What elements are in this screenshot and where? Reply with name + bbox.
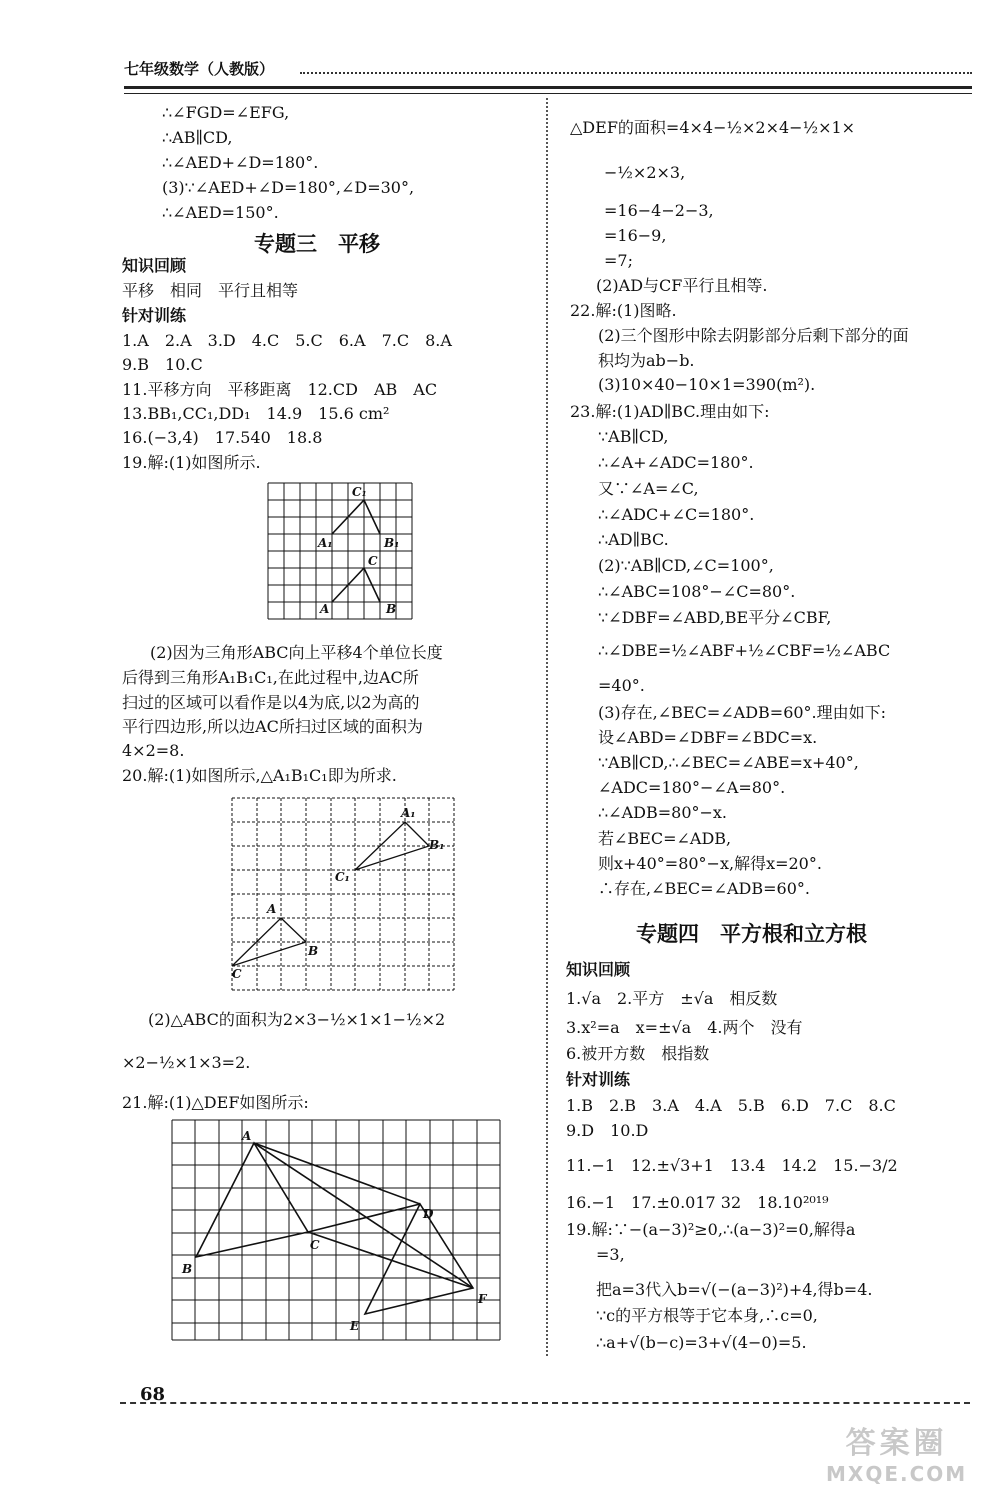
answer-line: 13.BB₁,CC₁,DD₁ 14.9 15.6 cm²	[122, 404, 390, 423]
text-line: ∴AB∥CD,	[162, 128, 233, 147]
text-line: 4×2=8.	[122, 741, 185, 760]
text-line: ∴∠ADC+∠C=180°.	[598, 505, 755, 524]
answer-line: 3.x²=a x=±√a 4.两个 没有	[566, 1018, 803, 1037]
text-line: ∴∠ABC=108°−∠C=80°.	[598, 582, 796, 601]
header-rule	[124, 86, 972, 89]
fig21-label: E	[350, 1319, 360, 1333]
fig19-label: A	[320, 602, 330, 616]
page-number: 68	[140, 1384, 166, 1405]
text-line: ∠ADC=180°−∠A=80°.	[598, 778, 786, 797]
text-line: ×2−½×1×3=2.	[122, 1053, 251, 1072]
subsection-title: 知识回顾	[122, 256, 187, 275]
text-line: 设∠ABD=∠DBF=∠BDC=x.	[598, 728, 818, 747]
text-line: (2)∵AB∥CD,∠C=100°,	[598, 556, 774, 575]
question-line: 22.解:(1)图略.	[570, 301, 677, 320]
text-line: (2)三个图形中除去阴影部分后剩下部分的面	[598, 326, 909, 345]
subsection-title: 针对训练	[122, 306, 187, 325]
answer-line: 平移 相同 平行且相等	[122, 281, 299, 300]
fig19-label: C₁	[352, 485, 367, 499]
header-dotted-rule	[300, 72, 972, 74]
text-line: =7;	[604, 251, 633, 270]
question-line: 19.解:∵−(a−3)²≥0,∴(a−3)²=0,解得a	[566, 1220, 856, 1239]
fig19-label: B₁	[384, 536, 400, 550]
text-line: ∴∠FGD=∠EFG,	[162, 103, 290, 122]
text-line: 积均为ab−b.	[598, 351, 695, 370]
text-line: ∴∠AED+∠D=180°.	[162, 153, 319, 172]
header-rule-thin	[124, 93, 972, 94]
answer-line: 16.(−3,4) 17.540 18.8	[122, 428, 323, 447]
text-line: =3,	[596, 1245, 625, 1264]
figure-19-grid	[266, 481, 416, 621]
subsection-title: 知识回顾	[566, 960, 631, 979]
column-divider	[546, 98, 548, 1356]
fig20-label: C	[232, 967, 242, 981]
text-line: ∴∠A+∠ADC=180°.	[598, 453, 754, 472]
text-line: ∴存在,∠BEC=∠ADB=60°.	[598, 879, 810, 898]
figure-21-grid	[170, 1118, 504, 1344]
answer-line: 11.−1 12.±√3+1 13.4 14.2 15.−3/2	[566, 1156, 898, 1175]
fig21-label: B	[182, 1262, 193, 1276]
text-line: ∴∠ADB=80°−x.	[598, 803, 728, 822]
text-line: ∴∠AED=150°.	[162, 203, 279, 222]
question-line: 23.解:(1)AD∥BC.理由如下:	[570, 402, 770, 421]
fig21-label: F	[478, 1292, 487, 1306]
text-line: −½×2×3,	[604, 163, 686, 182]
text-line: ∴a+√(b−c)=3+√(4−0)=5.	[596, 1333, 807, 1352]
text-line: 则x+40°=80°−x,解得x=20°.	[598, 854, 822, 873]
answer-line: 9.B 10.C	[122, 355, 203, 374]
question-line: 19.解:(1)如图所示.	[122, 453, 261, 472]
watermark-logo-text: 答案圈	[845, 1426, 948, 1461]
text-line: 平行四边形,所以边AC所扫过区域的面积为	[122, 717, 423, 736]
text-line: ∵AB∥CD,	[598, 427, 669, 446]
fig20-label: B₁	[429, 838, 445, 852]
section-title: 专题四 平方根和立方根	[636, 922, 867, 946]
fig19-label: A₁	[318, 536, 333, 550]
fig20-label: A	[267, 902, 277, 916]
fig19-label: B	[386, 602, 397, 616]
text-line: 把a=3代入b=√(−(a−3)²)+4,得b=4.	[596, 1280, 873, 1299]
figure-20-grid	[229, 795, 457, 995]
section-title: 专题三 平移	[254, 232, 380, 256]
text-line: =40°.	[598, 676, 645, 695]
text-line: ∵∠DBF=∠ABD,BE平分∠CBF,	[598, 608, 832, 627]
answer-line: 9.D 10.D	[566, 1121, 649, 1140]
header-title: 七年级数学（人教版）	[124, 60, 275, 78]
watermark	[826, 1418, 967, 1486]
answer-line: 11.平移方向 平移距离 12.CD AB AC	[122, 380, 438, 399]
question-line: 20.解:(1)如图所示,△A₁B₁C₁即为所求.	[122, 766, 397, 785]
answer-line: 1.B 2.B 3.A 4.A 5.B 6.D 7.C 8.C	[566, 1096, 896, 1115]
fig21-label: A	[242, 1129, 252, 1143]
text-line: (2)AD与CF平行且相等.	[596, 276, 768, 295]
text-line: ∴∠DBE=½∠ABF+½∠CBF=½∠ABC	[598, 641, 891, 660]
text-line: 若∠BEC=∠ADB,	[598, 829, 732, 848]
answer-line: 16.−1 17.±0.017 32 18.10²⁰¹⁹	[566, 1193, 829, 1212]
answer-line: 1.A 2.A 3.D 4.C 5.C 6.A 7.C 8.A	[122, 331, 452, 350]
fig20-label: C₁	[335, 870, 350, 884]
text-line: (3)10×40−10×1=390(m²).	[598, 375, 816, 394]
text-line: (2)因为三角形ABC向上平移4个单位长度	[150, 643, 443, 662]
text-line: 又∵∠A=∠C,	[598, 479, 699, 498]
question-line: 21.解:(1)△DEF如图所示:	[122, 1093, 309, 1112]
answer-line: 1.√a 2.平方 ±√a 相反数	[566, 989, 778, 1008]
fig20-label: A₁	[401, 806, 416, 820]
fig20-label: B	[308, 944, 319, 958]
watermark-url: MXQE.COM	[826, 1462, 968, 1486]
text-line: (2)△ABC的面积为2×3−½×1×1−½×2	[148, 1010, 446, 1029]
text-line: =16−9,	[604, 226, 667, 245]
subsection-title: 针对训练	[566, 1070, 631, 1089]
fig21-label: D	[423, 1207, 434, 1221]
footer-rule	[120, 1402, 970, 1404]
fig19-label: C	[368, 554, 378, 568]
text-line: (3)存在,∠BEC=∠ADB=60°.理由如下:	[598, 703, 887, 722]
text-line: (3)∵∠AED+∠D=180°,∠D=30°,	[162, 178, 415, 197]
answer-line: 6.被开方数 根指数	[566, 1044, 710, 1063]
fig21-label: C	[310, 1238, 320, 1252]
text-line: 扫过的区域可以看作是以4为底,以2为高的	[122, 693, 420, 712]
text-line: ∵AB∥CD,∴∠BEC=∠ABE=x+40°,	[598, 753, 859, 772]
text-line: △DEF的面积=4×4−½×2×4−½×1×	[570, 118, 856, 137]
text-line: ∵c的平方根等于它本身,∴c=0,	[596, 1306, 818, 1325]
text-line: 后得到三角形A₁B₁C₁,在此过程中,边AC所	[122, 668, 419, 687]
text-line: =16−4−2−3,	[604, 201, 714, 220]
text-line: ∴AD∥BC.	[598, 530, 669, 549]
